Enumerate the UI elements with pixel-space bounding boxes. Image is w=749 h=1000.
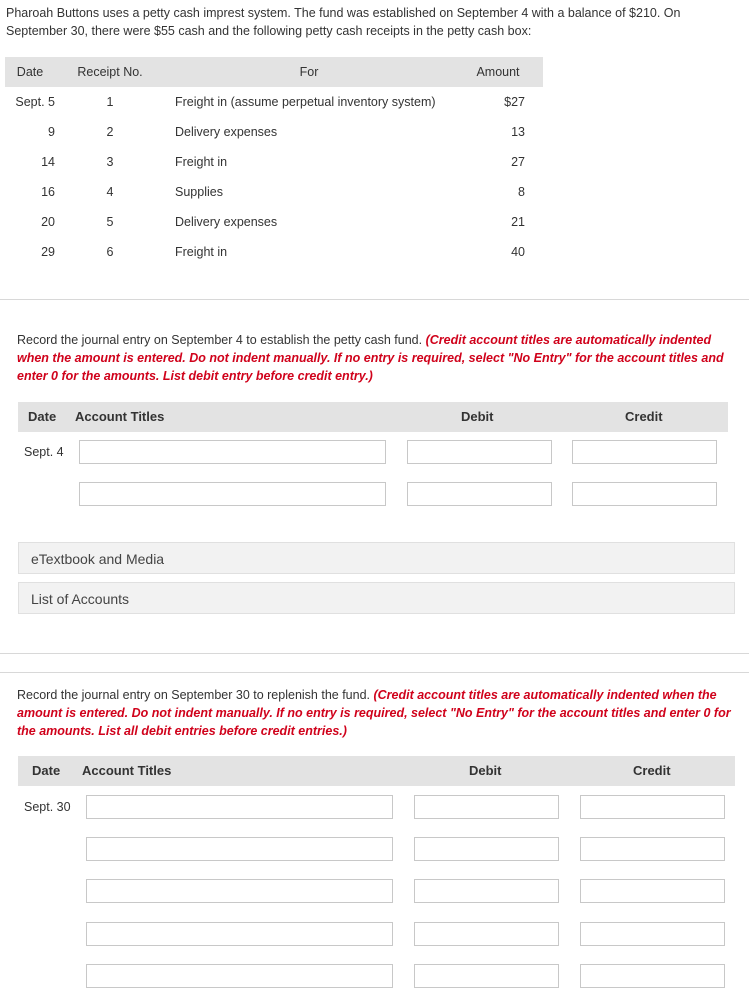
part1-row1-debit-input[interactable] (407, 440, 552, 464)
part2-row4-credit-input[interactable] (580, 922, 725, 946)
part1-row2-account-input[interactable] (79, 482, 386, 506)
part2-header-titles: Account Titles (82, 763, 172, 778)
part1-instruction-text: Record the journal entry on September 4 to establish the petty cash fund. (17, 333, 423, 347)
part2-row4-debit-input[interactable] (414, 922, 559, 946)
part1-header-credit: Credit (625, 409, 663, 424)
part2-row2-account-input[interactable] (86, 837, 393, 861)
cell-amount: $27 (504, 95, 525, 109)
col-receipt: Receipt No. (55, 57, 165, 87)
cell-for: Delivery expenses (175, 125, 278, 139)
cell-amount: 27 (511, 155, 525, 169)
part2-date: Sept. 30 (24, 800, 71, 814)
part2-row5-account-input[interactable] (86, 964, 393, 988)
part2-row1-account-input[interactable] (86, 795, 393, 819)
part2-instruction (17, 686, 735, 740)
part1-row1-account-input[interactable] (79, 440, 386, 464)
part1-header-date: Date (28, 409, 57, 424)
part2-instruction-text: Record the journal entry on September 30 to replenish the fund. (17, 688, 370, 702)
part2-journal-header (18, 756, 735, 786)
cell-amount: 40 (511, 245, 525, 259)
list-of-accounts-label: List of Accounts (31, 591, 130, 607)
part1-row2-debit-input[interactable] (407, 482, 552, 506)
cell-for: Freight in (175, 155, 228, 169)
col-for: For (165, 57, 453, 87)
cell-receipt: 1 (106, 95, 114, 109)
table-header-row (5, 57, 543, 87)
part2-row4-account-input[interactable] (86, 922, 393, 946)
table-row (5, 147, 543, 177)
cell-for: Freight in (175, 245, 228, 259)
table-row (5, 117, 543, 147)
part2-instruction-note: (Credit account titles are automatically indented when the amount is entered. Do not indent manually. If no entry is required, select "No Entry" for the account titles and enter 0 for the amounts. List all debit entries before credit entries.) (17, 688, 731, 738)
part2-header-date: Date (32, 763, 61, 778)
col-amount: Amount (453, 57, 543, 87)
part1-header-debit: Debit (461, 409, 494, 424)
col-date: Date (5, 57, 55, 87)
cell-date: 20 (41, 215, 55, 229)
table-row (5, 237, 543, 267)
cell-for: Delivery expenses (175, 215, 278, 229)
cell-for: Freight in (assume perpetual inventory system) (175, 95, 436, 109)
divider (0, 299, 749, 300)
part2-row1-debit-input[interactable] (414, 795, 559, 819)
part1-instruction (17, 331, 735, 385)
part2-row5-credit-input[interactable] (580, 964, 725, 988)
cell-date: 14 (41, 155, 55, 169)
cell-amount: 8 (518, 185, 525, 199)
table-row (5, 87, 543, 117)
cell-receipt: 5 (106, 215, 114, 229)
part1-header-titles: Account Titles (75, 409, 165, 424)
part1-instruction-note: (Credit account titles are automatically indented when the amount is entered. Do not indent manually. If no entry is required, select "No Entry" for the account titles and enter 0 for the amounts. List debit entry before credit entry.) (17, 333, 724, 383)
problem-intro: Pharoah Buttons uses a petty cash imprest system. The fund was established on September 4 with a balance of $210. On September 30, there were $55 cash and the following petty cash receipts in the petty cash box: (6, 6, 681, 38)
part2-row2-credit-input[interactable] (580, 837, 725, 861)
etextbook-link[interactable] (18, 542, 735, 574)
part2-row3-account-input[interactable] (86, 879, 393, 903)
cell-receipt: 3 (106, 155, 114, 169)
part1-date: Sept. 4 (24, 445, 64, 459)
part1-row1-credit-input[interactable] (572, 440, 717, 464)
part1-row2-credit-input[interactable] (572, 482, 717, 506)
divider (0, 653, 749, 654)
part2-row3-debit-input[interactable] (414, 879, 559, 903)
etextbook-label: eTextbook and Media (31, 551, 165, 567)
cell-receipt: 4 (106, 185, 114, 199)
table-row (5, 207, 543, 237)
part1-journal-header (18, 402, 728, 432)
cell-date: 9 (48, 125, 55, 139)
cell-date: Sept. 5 (15, 95, 55, 109)
cell-amount: 21 (511, 215, 525, 229)
cell-date: 29 (41, 245, 55, 259)
cell-receipt: 2 (106, 125, 114, 139)
receipts-table (5, 57, 543, 267)
list-of-accounts-link[interactable] (18, 582, 735, 614)
divider (0, 672, 749, 673)
cell-date: 16 (41, 185, 55, 199)
part2-row5-debit-input[interactable] (414, 964, 559, 988)
part2-row1-credit-input[interactable] (580, 795, 725, 819)
part2-row3-credit-input[interactable] (580, 879, 725, 903)
cell-for: Supplies (175, 185, 223, 199)
part2-row2-debit-input[interactable] (414, 837, 559, 861)
cell-receipt: 6 (106, 245, 114, 259)
part2-header-debit: Debit (469, 763, 502, 778)
cell-amount: 13 (511, 125, 525, 139)
table-row (5, 177, 543, 207)
part2-header-credit: Credit (633, 763, 671, 778)
